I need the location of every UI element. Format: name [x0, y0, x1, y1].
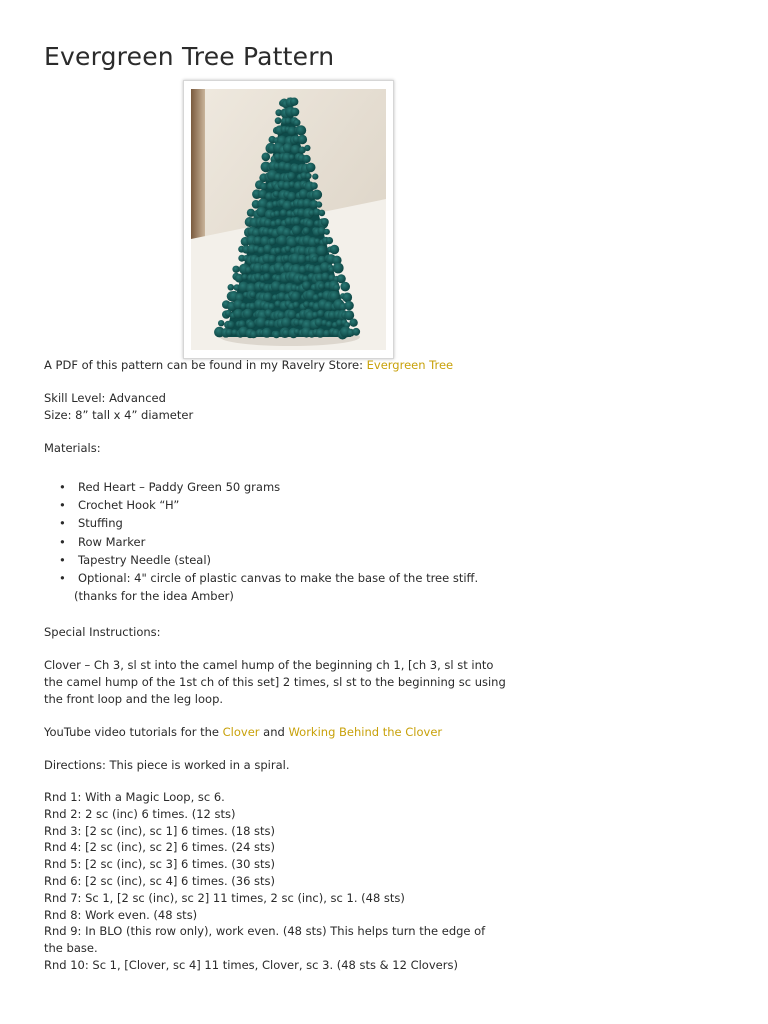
round-line: Rnd 9: In BLO (this row only), work even. (48 sts) This helps turn the edge of — [44, 924, 486, 939]
list-item: • Optional: 4" circle of plastic canvas to make the base of the tree stiff. — [44, 569, 478, 587]
list-item-continuation: (thanks for the idea Amber) — [74, 589, 234, 604]
materials-list — [44, 478, 478, 605]
bullet-icon: • — [59, 516, 66, 531]
round-line: the base. — [44, 941, 98, 956]
page-title: Evergreen Tree Pattern — [44, 42, 335, 71]
pdf-note — [44, 357, 453, 374]
youtube-line: YouTube video tutorials for the Clover and Working Behind the Clover — [44, 725, 443, 739]
bullet-icon: • — [59, 498, 66, 513]
list-item: • Red Heart – Paddy Green 50 grams — [44, 478, 478, 496]
rounds-list — [44, 789, 485, 974]
skill-level: Skill Level: Advanced — [44, 391, 166, 405]
clover-line: the camel hump of the 1st ch of this set] 2 times, sl st to the beginning sc using — [44, 675, 506, 689]
bullet-icon: • — [59, 552, 66, 567]
bullet-icon: • — [59, 571, 66, 586]
size: Size: 8” tall x 4” diameter — [44, 408, 194, 422]
round-line: Rnd 6: [2 sc (inc), sc 4] 6 times. (36 sts) — [44, 873, 276, 888]
special-heading: Special Instructions: — [44, 625, 161, 639]
round-line: Rnd 10: Sc 1, [Clover, sc 4] 11 times, Clover, sc 3. (48 sts & 12 Clovers) — [44, 957, 458, 972]
round-line: Rnd 2: 2 sc (inc) 6 times. (12 sts) — [44, 806, 236, 821]
bullet-icon: • — [59, 480, 66, 494]
clover-video-link[interactable]: Clover — [222, 725, 260, 739]
list-item: • Row Marker — [44, 533, 478, 551]
evergreen-tree-link[interactable]: Evergreen Tree — [366, 358, 454, 372]
tree-photo[interactable] — [183, 80, 394, 359]
tree-photo-image — [191, 89, 386, 350]
working-behind-clover-link[interactable]: Working Behind the Clover — [288, 725, 443, 739]
round-line: Rnd 7: Sc 1, [2 sc (inc), sc 2] 11 times, 2 sc (inc), sc 1. (48 sts) — [44, 890, 405, 905]
round-line: Rnd 1: With a Magic Loop, sc 6. — [44, 790, 225, 804]
round-line: Rnd 8: Work even. (48 sts) — [44, 907, 198, 922]
list-item: • Tapestry Needle (steal) — [44, 551, 478, 569]
list-item: • Stuffing — [44, 514, 478, 532]
clover-line: Clover – Ch 3, sl st into the camel hump of the beginning ch 1, [ch 3, sl st into — [44, 658, 494, 672]
round-line: Rnd 5: [2 sc (inc), sc 3] 6 times. (30 sts) — [44, 857, 276, 872]
round-line: Rnd 3: [2 sc (inc), sc 1] 6 times. (18 sts) — [44, 823, 276, 838]
clover-line: the front loop and the leg loop. — [44, 692, 224, 706]
list-item: • Crochet Hook “H” — [44, 496, 478, 514]
materials-heading: Materials: — [44, 441, 101, 455]
directions: Directions: This piece is worked in a spiral. — [44, 758, 290, 772]
bullet-icon: • — [59, 534, 66, 549]
pdf-note-text: A PDF of this pattern can be found in my Ravelry Store: — [44, 358, 367, 372]
round-line: Rnd 4: [2 sc (inc), sc 2] 6 times. (24 sts) — [44, 840, 276, 855]
